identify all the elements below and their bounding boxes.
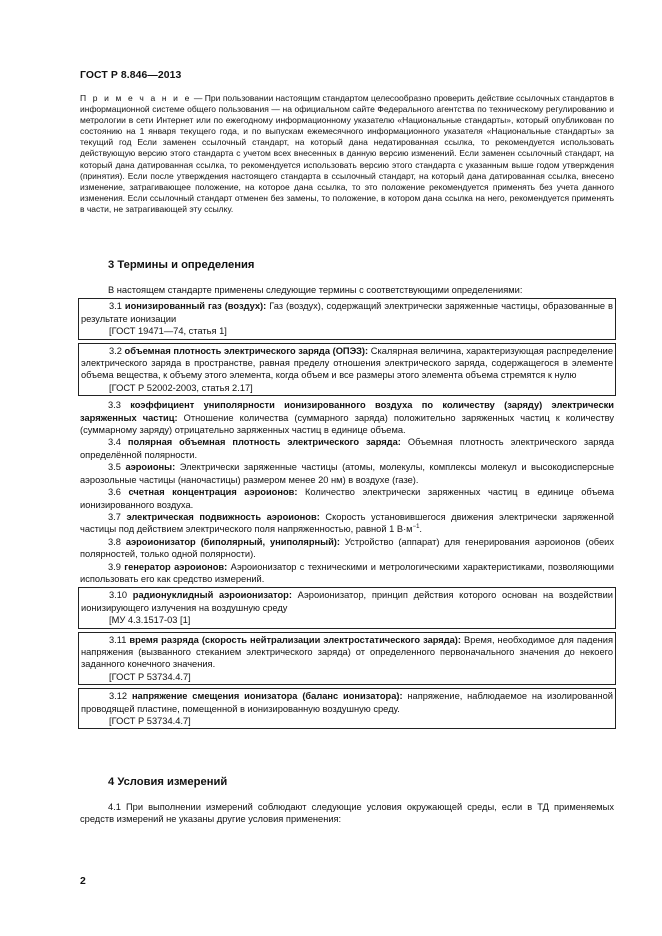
section-3-intro: В настоящем стандарте применены следующие термины с соответствующими определениями: bbox=[108, 285, 523, 295]
term-3-3: 3.3 коэффициент униполярности ионизированного воздуха по количеству (заряду) электрически заряженных частиц: Отношение количества (суммарного заряда) положительно заряженных частиц к количеству (суммарному заряду) отрицательно заряженных частиц в единице объема. bbox=[80, 400, 614, 436]
section-3-body bbox=[80, 284, 614, 732]
term-name: ионизированный газ (воздух): bbox=[124, 301, 267, 312]
term-3-6: 3.6 счетная концентрация аэроионов: Количество электрически заряженных частиц в единице объема ионизированного воздуха. bbox=[80, 487, 614, 510]
term-3-9: 3.9 генератор аэроионов: Аэроионизатор с техническими и метрологическими характеристиками, позволяющими использовать его как средство измерений. bbox=[80, 561, 614, 584]
term-reference: [ГОСТ 19471—74, статья 1] bbox=[109, 326, 227, 337]
term-name: напряжение смещения ионизатора (баланс ионизатора): bbox=[131, 691, 403, 702]
section-3-title: 3 Термины и определения bbox=[108, 259, 255, 271]
note-text: — При пользовании настоящим стандартом целесообразно проверить действие ссылочных стандартов в информационной системе общего пользования — на официальном сайте Федерального агентства по техническому регулированию и метрологии в сети Интернет или по ежегодному информационному указателю «Национальные стандарты», который опубликован по состоянию на 1 января текущего года, и по выпускам ежемесячного информационного указателя «Национальные стандарты» за текущий год Если заменен ссылочный стандарт, на который дана недатированная ссылка, то рекомендуется использовать действующую версию этого стандарта с учетом всех внесенных в данную версию изменений. Если заменен ссылочный стандарт, на который дана датированная ссылка, то рекомендуется использовать версию этого стандарта с указанным выше годом утверждения (принятия). Если после утверждения настоящего стандарта в ссылочный стандарт, на который дана датированная ссылка, внесено изменение, затрагивающее положение, на которое дана ссылка, то это положение рекомендуется применять без учета данного изменения. Если ссылочный стандарт отменен без замены, то положение, в котором дана ссылка на него, рекомендуется применять в части, не затрагивающей эту ссылку. bbox=[80, 93, 615, 214]
term-name: объемная плотность электрического заряда (ОПЭЗ): bbox=[124, 345, 369, 356]
standard-code-header: ГОСТ Р 8.846—2013 bbox=[80, 70, 182, 81]
term-name: генератор аэроионов: bbox=[124, 561, 228, 572]
term-name: аэроионизатор (биполярный, униполярный): bbox=[125, 536, 340, 547]
term-name: коэффициент униполярности ионизированного воздуха по количеству (заряду) электрически заряженных частиц: bbox=[80, 400, 614, 423]
term-3-8: 3.8 аэроионизатор (биполярный, униполярный): Устройство (аппарат) для генерирования аэроионов (обеих полярностей, только одной полярности). bbox=[80, 536, 615, 560]
term-reference: [ГОСТ Р 52002-2003, статья 2.17] bbox=[109, 382, 253, 393]
term-3-4: 3.4 полярная объемная плотность электрического заряда: Объемная плотность электрического заряда определённой полярности. bbox=[80, 437, 614, 460]
term-box-3-11: 3.11 время разряда (скорость нейтрализации электростатического заряда): Время, необходимое для падения напряжения (вызванного стеканием электрического заряда) от определенного первоначального значения до некоего заданного конечного значения. [ГОСТ Р 53734.4.7] bbox=[78, 632, 616, 686]
term-box-3-2: 3.2 объемная плотность электрического заряда (ОПЭЗ): Скалярная величина, характеризующая распределение электрического заряда в пространстве, равная пределу отношения электрического заряда, содержащегося в элементе объема вещества, к объему этого элемента, когда объем и все размеры этого элемента объема стремятся к нулю [ГОСТ Р 52002-2003, статья 2.17] bbox=[78, 343, 616, 397]
term-reference: [ГОСТ Р 53734.4.7] bbox=[109, 716, 191, 726]
section-4-paragraph-1: 4.1 При выполнении измерений соблюдают следующие условия окружающей среды, если в ТД применяемых средств измерений не указаны другие условия применения: bbox=[80, 802, 614, 825]
term-name: счетная концентрация аэроионов: bbox=[128, 487, 298, 498]
reference-note bbox=[80, 93, 614, 215]
term-box-3-10: 3.10 радионуклидный аэроионизатор: Аэроионизатор, принцип действия которого основан на воздействии ионизирующего излучения на воздушную среду [МУ 4.3.1517-03 [1] bbox=[78, 587, 616, 628]
term-name: радионуклидный аэроионизатор: bbox=[132, 590, 292, 601]
term-box-3-12: 3.12 напряжение смещения ионизатора (баланс ионизатора): напряжение, наблюдаемое на изолированной проводящей пластине, помещенной в ионизированную воздушную среду. [ГОСТ Р 53734.4.7] bbox=[78, 688, 616, 729]
note-label: П р и м е ч а н и е bbox=[80, 93, 192, 103]
term-3-7: 3.7 электрическая подвижность аэроионов: Скорость установившегося движения электрически заряженной частицы под действием электрического поля напряженностью, равной 1 $В\cdot м^{-1}$. bbox=[80, 511, 614, 535]
term-box-3-1: 3.1 ионизированный газ (воздух): Газ (воздух), содержащий электрически заряженные частицы, образованные в результате ионизации [ГОСТ 19471—74, статья 1] bbox=[78, 298, 616, 339]
term-3-5: 3.5 аэроионы: Электрически заряженные частицы (атомы, молекулы, комплексы молекул и высокодисперсные аэрозольные частицы (наночастицы) размером менее 20 нм) в воздухе (газе). bbox=[80, 462, 614, 485]
term-name: время разряда (скорость нейтрализации электростатического заряда): bbox=[129, 634, 461, 645]
page-number: 2 bbox=[80, 876, 86, 887]
section-4-body bbox=[80, 801, 614, 826]
term-name: электрическая подвижность аэроионов: bbox=[126, 511, 320, 522]
term-name: полярная объемная плотность электрического заряда: bbox=[127, 437, 401, 448]
term-name: аэроионы: bbox=[125, 462, 176, 473]
section-4-title: 4 Условия измерений bbox=[108, 776, 228, 788]
term-reference: [ГОСТ Р 53734.4.7] bbox=[109, 671, 191, 682]
term-reference: [МУ 4.3.1517-03 [1] bbox=[109, 615, 191, 626]
